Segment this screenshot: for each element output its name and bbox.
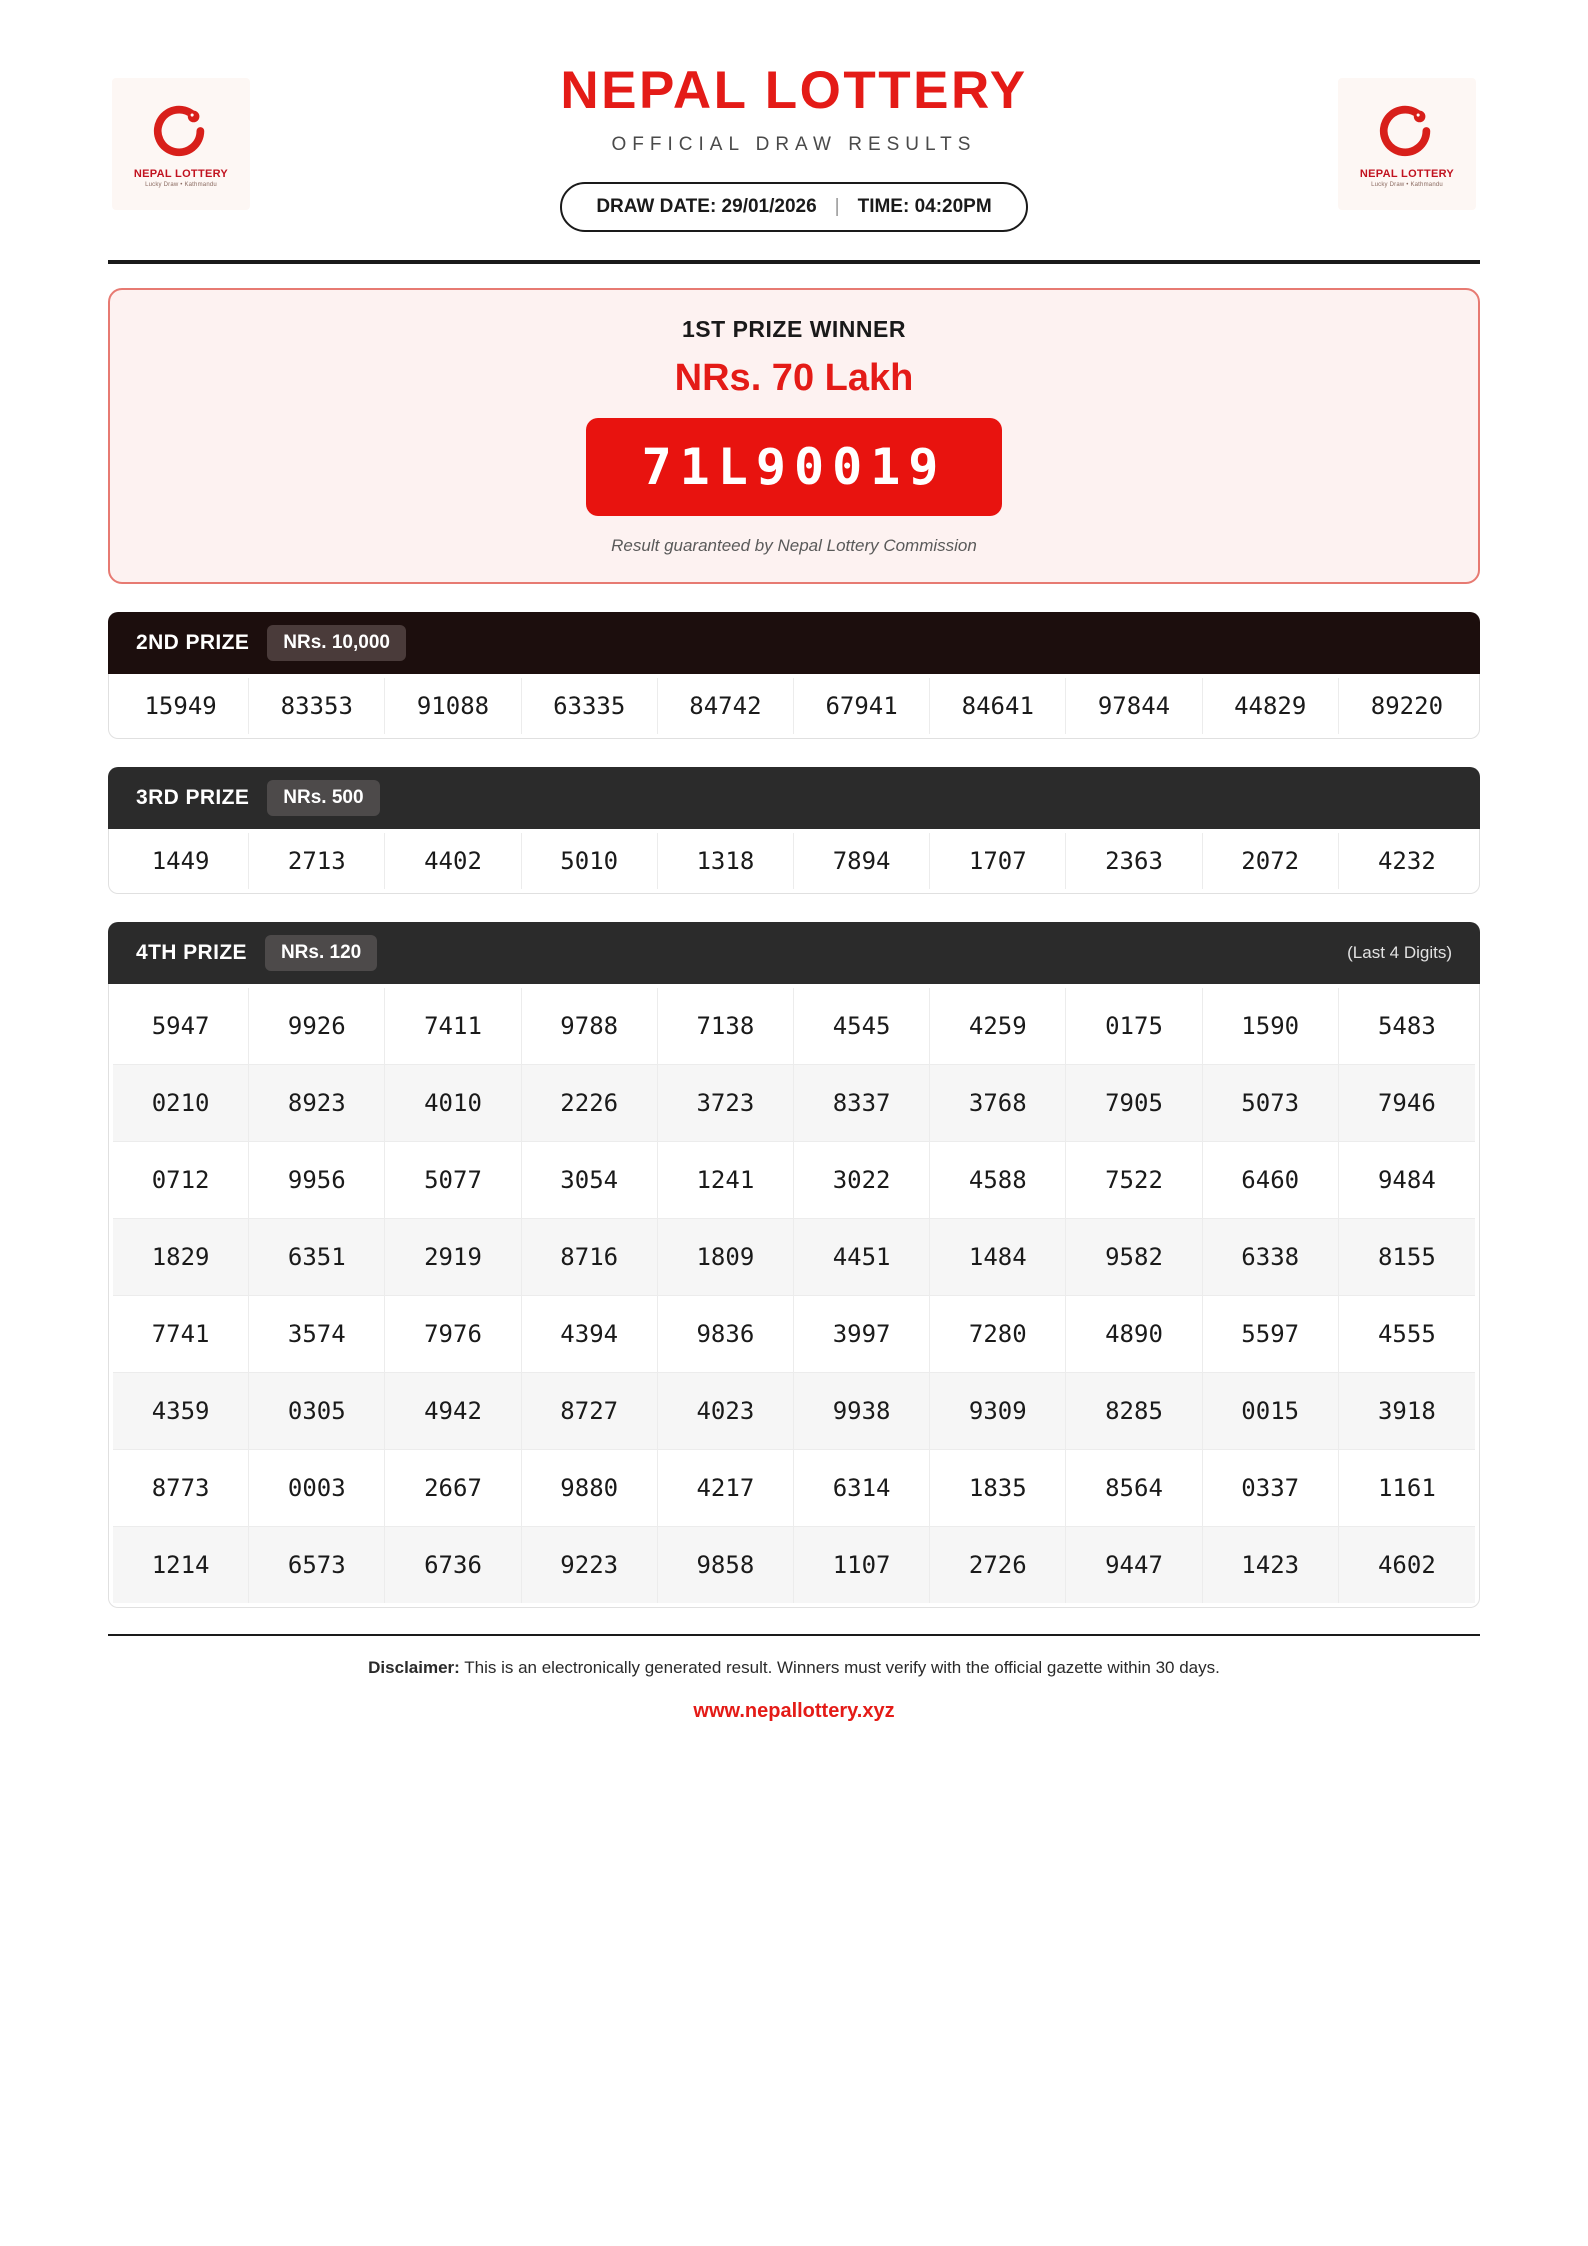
number-cell: 4588: [930, 1142, 1066, 1219]
number-cell: 2713: [249, 833, 385, 889]
website-link[interactable]: www.nepallottery.xyz: [693, 1700, 895, 1723]
third-prize-title: 3RD PRIZE: [136, 786, 250, 810]
number-cell: 6460: [1203, 1142, 1339, 1219]
number-cell: 9309: [930, 1373, 1066, 1450]
third-prize-number-grid: [113, 833, 1475, 889]
number-cell: 1241: [658, 1142, 794, 1219]
number-cell: 4023: [658, 1373, 794, 1450]
number-cell: 4890: [1066, 1296, 1202, 1373]
number-cell: 3768: [930, 1065, 1066, 1142]
number-cell: 5077: [385, 1142, 521, 1219]
fourth-prize-header: [108, 922, 1480, 984]
number-cell: 1707: [930, 833, 1066, 889]
fourth-prize-note: (Last 4 Digits): [1347, 943, 1452, 963]
second-prize-section: [108, 612, 1480, 739]
page-title: NEPAL LOTTERY: [560, 61, 1028, 120]
number-cell: 3997: [794, 1296, 930, 1373]
number-cell: 84641: [930, 678, 1066, 734]
third-prize-header: [108, 767, 1480, 829]
number-cell: 9223: [522, 1527, 658, 1603]
number-cell: 1161: [1339, 1450, 1475, 1527]
number-cell: 91088: [385, 678, 521, 734]
fourth-prize-amount: NRs. 120: [265, 935, 377, 971]
number-cell: 4259: [930, 988, 1066, 1065]
third-prize-section: [108, 767, 1480, 894]
number-cell: 8716: [522, 1219, 658, 1296]
number-cell: 7280: [930, 1296, 1066, 1373]
draw-time-label: TIME: 04:20PM: [857, 196, 992, 218]
number-cell: 4232: [1339, 833, 1475, 889]
number-cell: 0305: [249, 1373, 385, 1450]
number-cell: 1809: [658, 1219, 794, 1296]
number-cell: 8773: [113, 1450, 249, 1527]
number-cell: 6573: [249, 1527, 385, 1603]
number-cell: 2667: [385, 1450, 521, 1527]
header-divider: [108, 260, 1480, 264]
number-cell: 8285: [1066, 1373, 1202, 1450]
number-cell: 4942: [385, 1373, 521, 1450]
number-cell: 0015: [1203, 1373, 1339, 1450]
number-cell: 5073: [1203, 1065, 1339, 1142]
number-cell: 1214: [113, 1527, 249, 1603]
number-cell: 15949: [113, 678, 249, 734]
draw-info-pill: [560, 182, 1027, 232]
second-prize-header: [108, 612, 1480, 674]
number-cell: 9788: [522, 988, 658, 1065]
number-cell: 1484: [930, 1219, 1066, 1296]
number-cell: 6338: [1203, 1219, 1339, 1296]
fourth-prize-grid-wrap: [108, 984, 1480, 1608]
second-prize-number-grid: [113, 678, 1475, 734]
first-prize-card: [108, 288, 1480, 584]
third-prize-grid-wrap: [108, 829, 1480, 894]
number-cell: 5597: [1203, 1296, 1339, 1373]
first-prize-amount: NRs. 70 Lakh: [674, 357, 914, 400]
number-cell: 0337: [1203, 1450, 1339, 1527]
fourth-prize-number-grid: [113, 988, 1475, 1603]
first-prize-number: 71L90019: [641, 438, 947, 497]
number-cell: 4359: [113, 1373, 249, 1450]
number-cell: 4602: [1339, 1527, 1475, 1603]
number-cell: 7905: [1066, 1065, 1202, 1142]
third-prize-amount: NRs. 500: [267, 780, 379, 816]
number-cell: 8923: [249, 1065, 385, 1142]
number-cell: 1835: [930, 1450, 1066, 1527]
number-cell: 9447: [1066, 1527, 1202, 1603]
number-cell: 9956: [249, 1142, 385, 1219]
number-cell: 4217: [658, 1450, 794, 1527]
number-cell: 6314: [794, 1450, 930, 1527]
logo-left-subtext: Lucky Draw • Kathmandu: [145, 182, 217, 188]
number-cell: 0210: [113, 1065, 249, 1142]
number-cell: 9836: [658, 1296, 794, 1373]
number-cell: 6736: [385, 1527, 521, 1603]
number-cell: 6351: [249, 1219, 385, 1296]
page-subtitle: OFFICIAL DRAW RESULTS: [611, 134, 977, 156]
logo-left-text: NEPAL LOTTERY: [133, 168, 229, 180]
number-cell: 7411: [385, 988, 521, 1065]
number-cell: 1318: [658, 833, 794, 889]
number-cell: 3054: [522, 1142, 658, 1219]
number-cell: 8155: [1339, 1219, 1475, 1296]
number-cell: 1829: [113, 1219, 249, 1296]
nepal-lottery-logo-icon: [1376, 100, 1438, 162]
number-cell: 5483: [1339, 988, 1475, 1065]
number-cell: 9926: [249, 988, 385, 1065]
number-cell: 4545: [794, 988, 930, 1065]
number-cell: 7976: [385, 1296, 521, 1373]
number-cell: 2919: [385, 1219, 521, 1296]
number-cell: 3022: [794, 1142, 930, 1219]
number-cell: 1423: [1203, 1527, 1339, 1603]
number-cell: 83353: [249, 678, 385, 734]
number-cell: 9880: [522, 1450, 658, 1527]
first-prize-number-box: [586, 418, 1003, 516]
number-cell: 8564: [1066, 1450, 1202, 1527]
number-cell: 9858: [658, 1527, 794, 1603]
logo-left: [112, 78, 250, 210]
page-header: [108, 0, 1480, 232]
number-cell: 2226: [522, 1065, 658, 1142]
draw-date-label: DRAW DATE: 29/01/2026: [596, 196, 817, 218]
number-cell: 4555: [1339, 1296, 1475, 1373]
number-cell: 0175: [1066, 988, 1202, 1065]
first-prize-label: 1ST PRIZE WINNER: [682, 316, 906, 343]
number-cell: 84742: [658, 678, 794, 734]
number-cell: 0712: [113, 1142, 249, 1219]
logo-right-subtext: Lucky Draw • Kathmandu: [1371, 182, 1443, 188]
number-cell: 5010: [522, 833, 658, 889]
disclaimer-text: This is an electronically generated result. Winners must verify with the official gazette within 30 days.: [464, 1658, 1220, 1678]
disclaimer: [108, 1658, 1480, 1678]
number-cell: 9582: [1066, 1219, 1202, 1296]
number-cell: 4394: [522, 1296, 658, 1373]
number-cell: 4451: [794, 1219, 930, 1296]
number-cell: 2726: [930, 1527, 1066, 1603]
number-cell: 8727: [522, 1373, 658, 1450]
number-cell: 5947: [113, 988, 249, 1065]
first-prize-note: Result guaranteed by Nepal Lottery Commission: [611, 536, 977, 556]
number-cell: 7138: [658, 988, 794, 1065]
fourth-prize-section: [108, 922, 1480, 1608]
number-cell: 7741: [113, 1296, 249, 1373]
second-prize-amount: NRs. 10,000: [267, 625, 406, 661]
number-cell: 1590: [1203, 988, 1339, 1065]
number-cell: 1107: [794, 1527, 930, 1603]
number-cell: 3918: [1339, 1373, 1475, 1450]
second-prize-grid-wrap: [108, 674, 1480, 739]
disclaimer-label: Disclaimer:: [368, 1658, 460, 1678]
number-cell: 4402: [385, 833, 521, 889]
logo-right: [1338, 78, 1476, 210]
number-cell: 7522: [1066, 1142, 1202, 1219]
number-cell: 1449: [113, 833, 249, 889]
number-cell: 63335: [522, 678, 658, 734]
number-cell: 4010: [385, 1065, 521, 1142]
fourth-prize-title: 4TH PRIZE: [136, 941, 247, 965]
number-cell: 97844: [1066, 678, 1202, 734]
number-cell: 9938: [794, 1373, 930, 1450]
number-cell: 3574: [249, 1296, 385, 1373]
page-footer: [108, 1634, 1480, 1723]
pill-divider: |: [834, 196, 840, 218]
logo-right-text: NEPAL LOTTERY: [1359, 168, 1455, 180]
number-cell: 7946: [1339, 1065, 1475, 1142]
second-prize-title: 2ND PRIZE: [136, 631, 250, 655]
number-cell: 44829: [1203, 678, 1339, 734]
number-cell: 89220: [1339, 678, 1475, 734]
number-cell: 2363: [1066, 833, 1202, 889]
number-cell: 67941: [794, 678, 930, 734]
number-cell: 0003: [249, 1450, 385, 1527]
number-cell: 8337: [794, 1065, 930, 1142]
number-cell: 3723: [658, 1065, 794, 1142]
nepal-lottery-logo-icon: [150, 100, 212, 162]
number-cell: 7894: [794, 833, 930, 889]
number-cell: 9484: [1339, 1142, 1475, 1219]
number-cell: 2072: [1203, 833, 1339, 889]
